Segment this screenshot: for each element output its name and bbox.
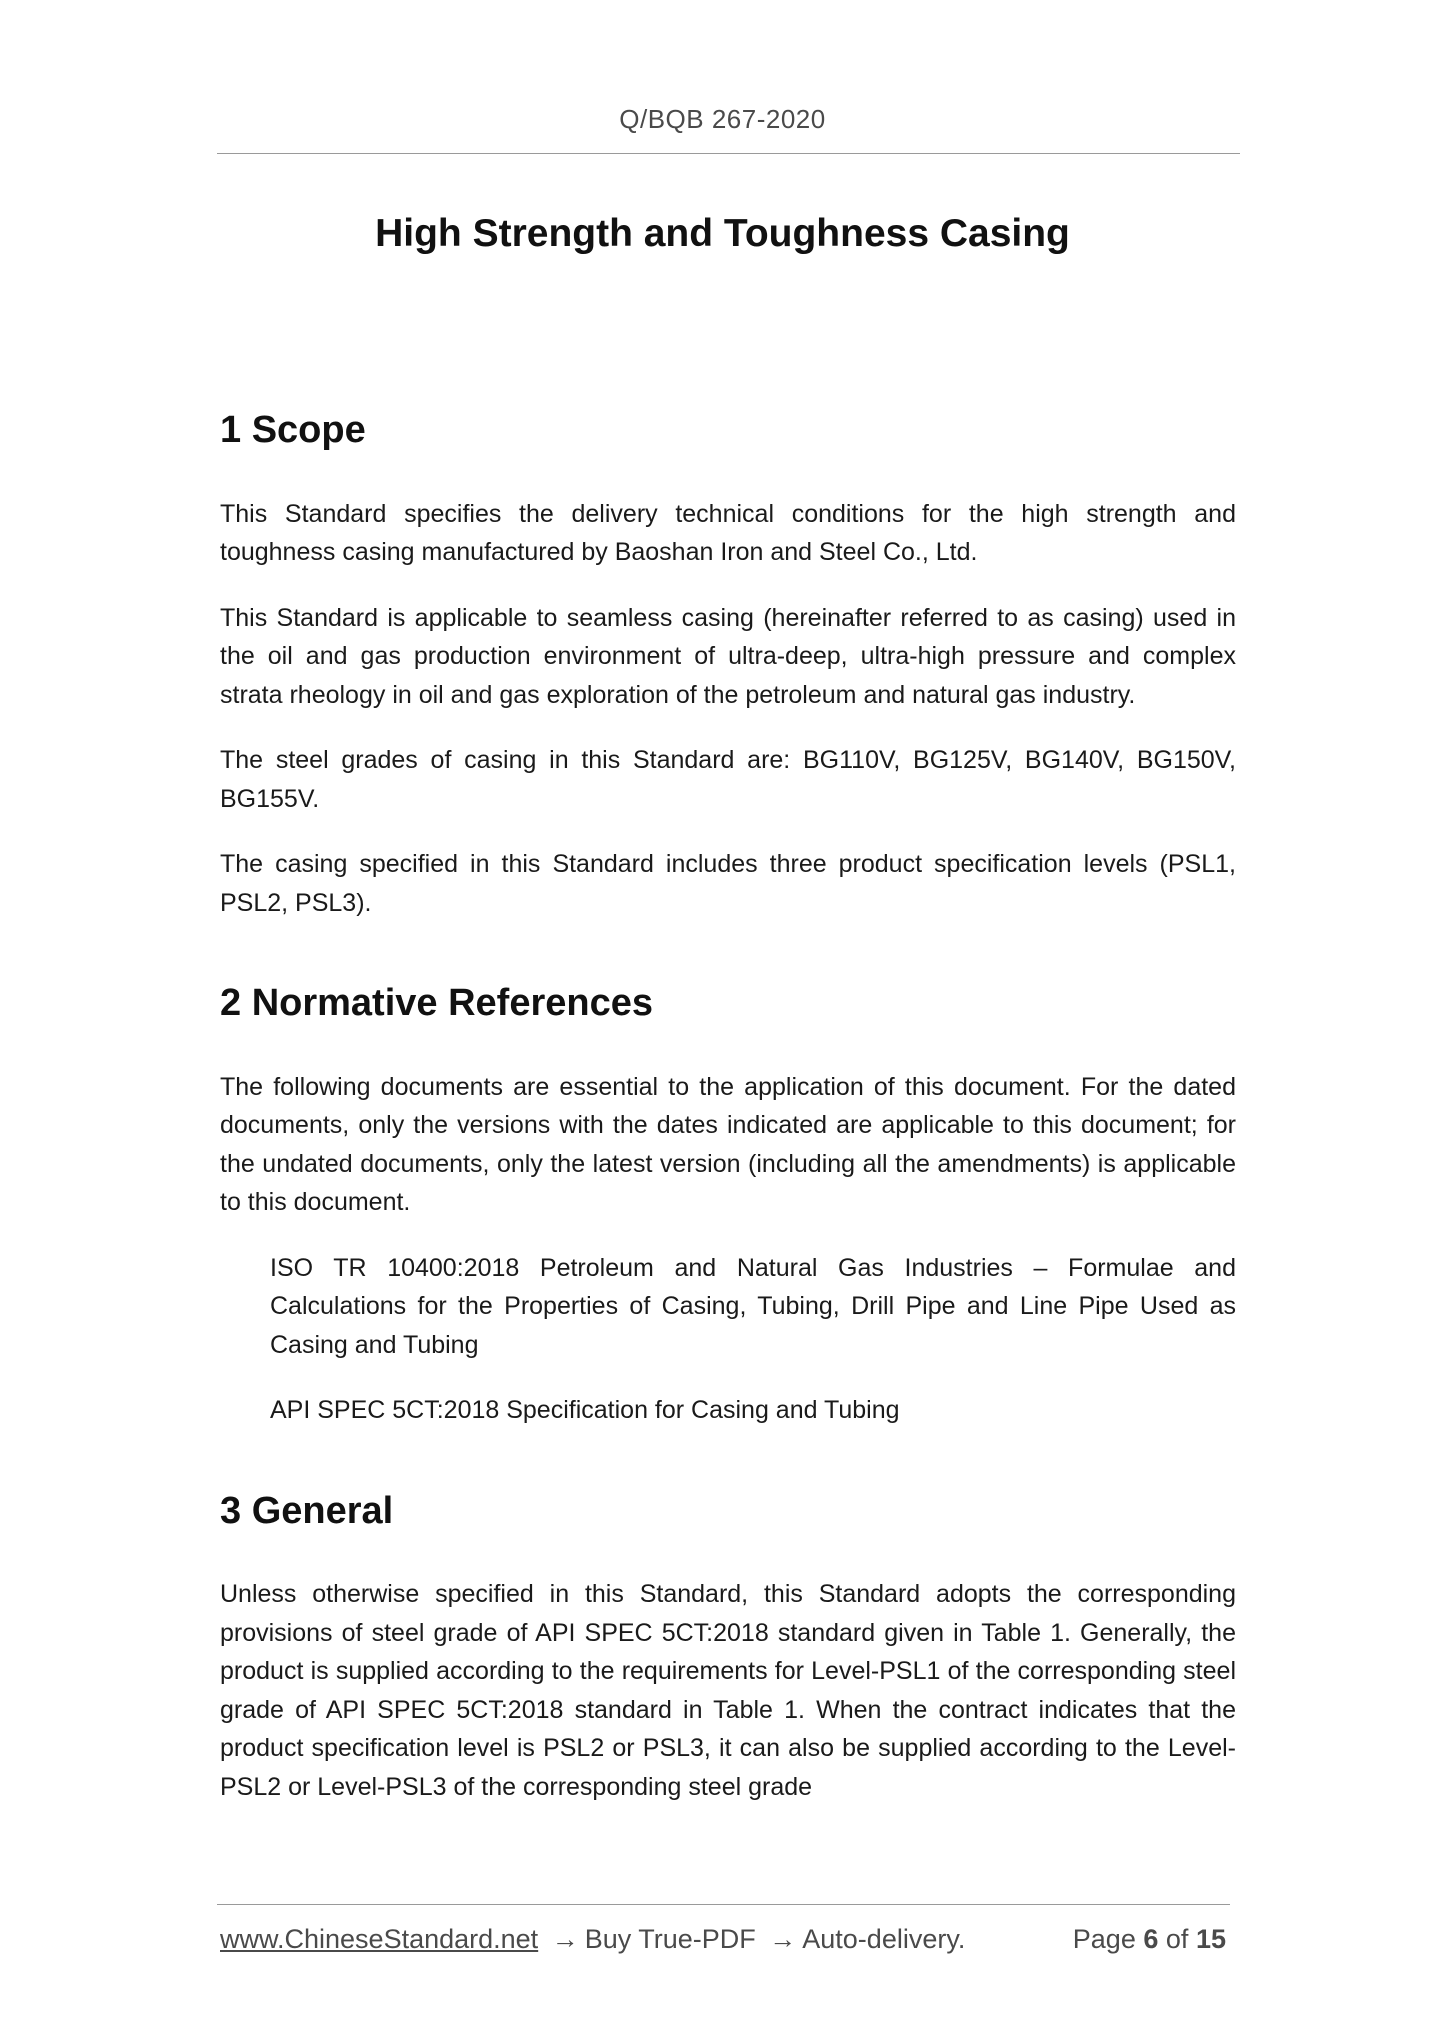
section-heading-general: 3 General (220, 1489, 394, 1532)
page-label: Page (1072, 1924, 1136, 1954)
header-doc-code: Q/BQB 267-2020 (619, 104, 826, 134)
footer-promo (220, 1924, 965, 1955)
arrow-right-icon: → (769, 1924, 797, 1954)
section-heading-normative-references: 2 Normative References (220, 982, 653, 1025)
page-number (1073, 1924, 1226, 1955)
scope-paragraph-3: The steel grades of casing in this Standard are: BG110V, BG125V, BG140V, BG150V, BG155V. (220, 746, 1236, 813)
auto-delivery-text: Auto-delivery. (802, 1924, 966, 1954)
scope-paragraph-1: This Standard specifies the delivery technical conditions for the high strength and toughness casing manufactured by Baoshan Iron and Steel Co., Ltd. (220, 499, 1236, 567)
scope-paragraph-2: This Standard is applicable to seamless casing (hereinafter referred to as casing) used in the oil and gas production environment of ultra-deep, ultra-high pressure and complex strata rheology in oil and gas exploration of the petroleum and natural gas industry. (220, 603, 1236, 709)
chinesestandard-link[interactable]: www.ChineseStandard.net (220, 1924, 539, 1954)
reference-item: API SPEC 5CT:2018 Specification for Casing and Tubing (270, 1396, 900, 1425)
page-total: 15 (1195, 1924, 1226, 1954)
general-paragraph-1: Unless otherwise specified in this Standard, this Standard adopts the corresponding provisions of steel grade of API SPEC 5CT:2018 standard given in Table 1. Generally, the product is supplied according to the requirements for Level-PSL1 of the corresponding steel grade of API SPEC 5CT:2018 standard in Table 1. When the contract indicates that the product specification level is PSL2 or PSL3, it can also be supplied according to the Level-PSL2 or Level-PSL3 of the corresponding steel grade (220, 1580, 1236, 1801)
scope-paragraph-4: The casing specified in this Standard includes three product specification levels (PSL1, PSL2, PSL3). (220, 850, 1236, 917)
buy-true-pdf-text: Buy True-PDF (584, 1924, 756, 1954)
footer-divider (217, 1904, 1230, 1905)
document-body (220, 408, 1236, 1806)
references-intro: The following documents are essential to the application of this document. For the dated documents, only the versions with the dates indicated are applicable to this document; for the undated documents, only the latest version (including all the amendments) is applicable to this document. (220, 1072, 1236, 1217)
document-title: High Strength and Toughness Casing (375, 212, 1070, 255)
of-label: of (1165, 1924, 1189, 1954)
reference-item: ISO TR 10400:2018 Petroleum and Natural Gas Industries – Formulae and Calculations for the Properties of Casing, Tubing, Drill Pipe and Line Pipe Used as Casing and Tubing (270, 1253, 1236, 1359)
header-divider (217, 153, 1240, 154)
section-heading-scope: 1 Scope (220, 409, 366, 451)
arrow-right-icon: → (551, 1924, 579, 1954)
page-current: 6 (1143, 1924, 1159, 1954)
